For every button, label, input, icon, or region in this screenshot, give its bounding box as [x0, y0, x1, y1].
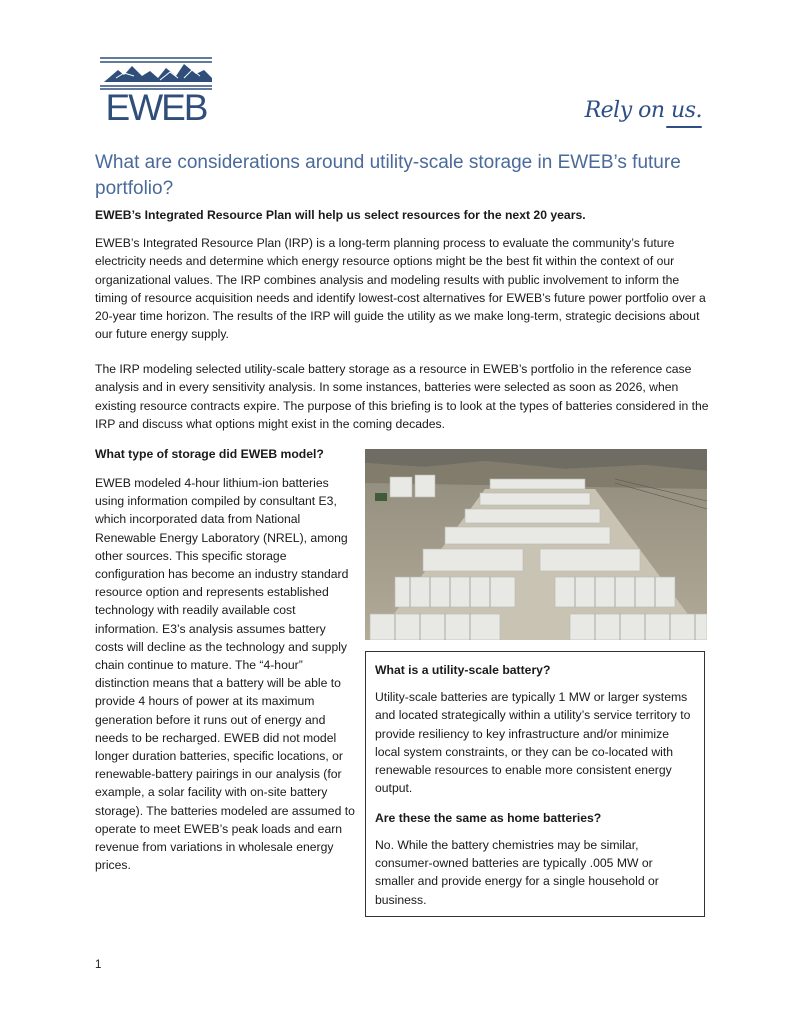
eweb-logo [100, 56, 212, 128]
utility-battery-callout [365, 651, 705, 917]
tagline-underline [666, 126, 702, 128]
irp-modeling-paragraph: The IRP modeling selected utility-scale battery storage as a resource in EWEB’s portfolio in the reference case analysis and in every sensitivity analysis. In some instances, batteries were selected as soon as 2026, when existing resource contracts expire. The purpose of this briefing is to look at the types of batteries considered in the IRP and discuss what options might exist in the coming decades. [95, 362, 709, 431]
battery-storage-photo [365, 449, 707, 640]
section-body: EWEB modeled 4-hour lithium-ion batteries using information compiled by consultant E3, which incorporated data from National Renewable Energy Laboratory (NREL), among other sources. This specific storage configuration has become an industry standard resource option and represents established technology with readily available cost information. E3’s analysis assumes battery costs will decline as the technology and supply chain continue to mature. The “4-hour” distinction means that a battery will be able to provide 4 hours of power at its maximum generation before it runs out of energy and needs to be recharged. EWEB did not model longer duration batteries, specific locations, or renewable-battery pairings in our analysis (for example, a solar facility with on-site battery storage). The batteries modeled are assumed to operate to meet EWEB’s peak loads and earn revenue from variations in wholesale energy prices. [95, 476, 355, 873]
lead-statement: EWEB’s Integrated Resource Plan will help us select resources for the next 20 years. [95, 208, 586, 222]
intro-paragraph: EWEB’s Integrated Resource Plan (IRP) is a long-term planning process to evaluate the community’s future electricity needs and determine which energy resource options might be the best fit within the context of our organizational values. The IRP combines analysis and modeling results with public involvement to inform the timing of resource acquisition needs and identify lowest-cost alternatives for EWEB’s future power portfolio over a 20-year time horizon. The results of the IRP will guide the utility as we make long-term, strategic decisions about our future energy supply. [95, 236, 706, 342]
mountain-logo-icon [100, 56, 212, 90]
callout-body-home-batteries: No. While the battery chemistries may be similar, consumer-owned batteries are typically .005 MW or smaller and provide energy for a single household or business. [375, 837, 659, 907]
callout-heading-home-batteries: Are these the same as home batteries? [375, 810, 602, 825]
tagline: Rely on us. [584, 98, 702, 123]
callout-heading-utility-scale: What is a utility-scale battery? [375, 663, 551, 677]
battery-field-image-icon [365, 449, 707, 640]
page-title: What are considerations around utility-scale storage in EWEB’s future portfolio? [95, 152, 681, 199]
section-heading: What type of storage did EWEB model? [95, 447, 324, 461]
page-number: 1 [95, 959, 102, 971]
callout-body-utility-scale: Utility-scale batteries are typically 1 MW or larger systems and located strategically within a utility’s service territory to provide resiliency to key infrastructure and/or minimize local system constraints, or they can be co-located with renewable resources to enable more consistent energy output. [375, 690, 691, 796]
logo-wordmark: EWEB [105, 87, 207, 128]
